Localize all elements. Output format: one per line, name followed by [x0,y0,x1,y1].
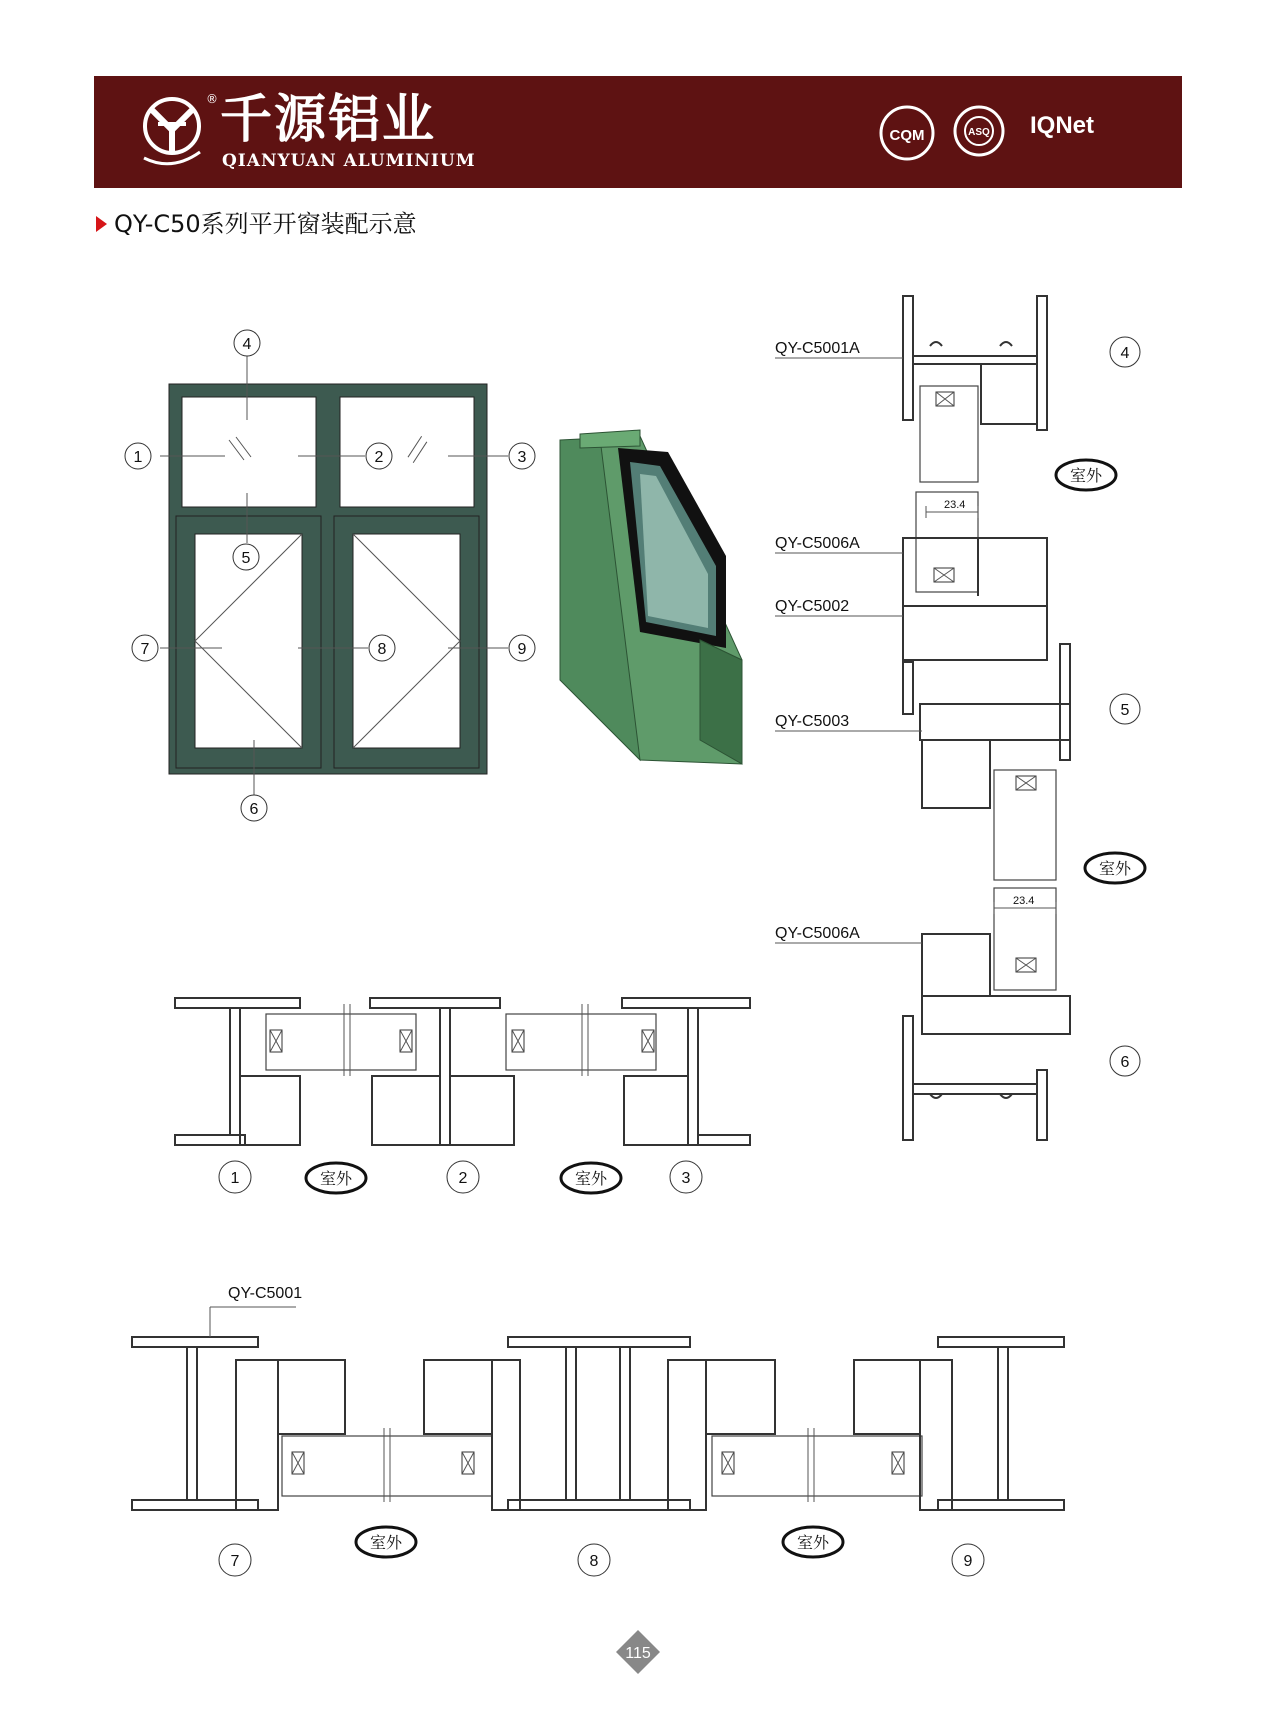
svg-text:室外: 室外 [574,1169,608,1188]
svg-text:2: 2 [458,1170,468,1187]
profile-3d-render [560,430,742,764]
section-num-7 [219,1544,251,1576]
svg-text:3: 3 [681,1170,691,1187]
svg-text:115: 115 [625,1645,651,1662]
callout-9 [509,635,535,661]
section-num-1 [219,1161,251,1193]
section-num-2 [447,1161,479,1193]
svg-text:23.4: 23.4 [1013,895,1035,907]
section-num-8 [578,1544,610,1576]
label-qy-c5006a-lower: QY-C5006A [775,925,860,942]
callout-5 [233,544,259,570]
outdoor-badge [306,1163,366,1193]
horizontal-section-bottom [132,1285,1064,1576]
svg-text:8: 8 [589,1553,599,1570]
section-num-3 [670,1161,702,1193]
svg-text:室外: 室外 [1069,466,1103,485]
svg-text:7: 7 [230,1553,240,1570]
svg-text:3: 3 [517,449,527,466]
section-num-5 [1110,694,1140,724]
brand-name-en: QIANYUAN ALUMINIUM [222,151,476,171]
svg-text:2: 2 [374,449,384,466]
outdoor-badge [1085,853,1145,883]
svg-text:CQM: CQM [889,127,925,144]
section-num-9 [952,1544,984,1576]
svg-text:室外: 室外 [1098,859,1132,878]
callout-8 [369,635,395,661]
section-num-4 [1110,337,1140,367]
svg-text:4: 4 [1120,345,1130,362]
outdoor-badge [356,1527,416,1557]
vertical-section [775,296,1145,1140]
svg-text:1: 1 [133,449,143,466]
callout-4 [234,330,260,356]
svg-text:6: 6 [249,801,259,818]
svg-text:9: 9 [517,641,527,658]
label-qy-c5003: QY-C5003 [775,713,850,730]
label-qy-c5001: QY-C5001 [228,1285,303,1302]
svg-text:室外: 室外 [796,1533,830,1552]
svg-text:5: 5 [241,550,251,567]
svg-text:8: 8 [377,641,387,658]
horizontal-section-top [175,998,750,1193]
outdoor-badge [783,1527,843,1557]
label-qy-c5001a: QY-C5001A [775,340,860,357]
callout-2 [366,443,392,469]
callout-7 [132,635,158,661]
svg-text:ASQ: ASQ [968,127,990,138]
label-qy-c5002: QY-C5002 [775,598,850,615]
callout-6 [241,795,267,821]
registered-mark: ® [206,92,218,106]
section-title-text: QY-C50系列平开窗装配示意 [114,210,417,238]
svg-text:1: 1 [230,1170,240,1187]
brand-name-cn: 千源铝业 [220,90,437,150]
iqnet-cert-icon: IQNet [1030,112,1095,139]
svg-text:6: 6 [1120,1054,1130,1071]
callout-1 [125,443,151,469]
svg-text:室外: 室外 [319,1169,353,1188]
callout-3 [509,443,535,469]
window-elevation [125,330,535,821]
svg-text:室外: 室外 [369,1533,403,1552]
svg-text:9: 9 [963,1553,973,1570]
svg-text:7: 7 [140,641,150,658]
section-num-6 [1110,1046,1140,1076]
svg-text:23.4: 23.4 [944,499,966,511]
outdoor-badge [561,1163,621,1193]
outdoor-badge [1056,460,1116,490]
svg-text:5: 5 [1120,702,1130,719]
svg-text:4: 4 [242,336,252,353]
page-number [616,1630,660,1674]
label-qy-c5006a: QY-C5006A [775,535,860,552]
